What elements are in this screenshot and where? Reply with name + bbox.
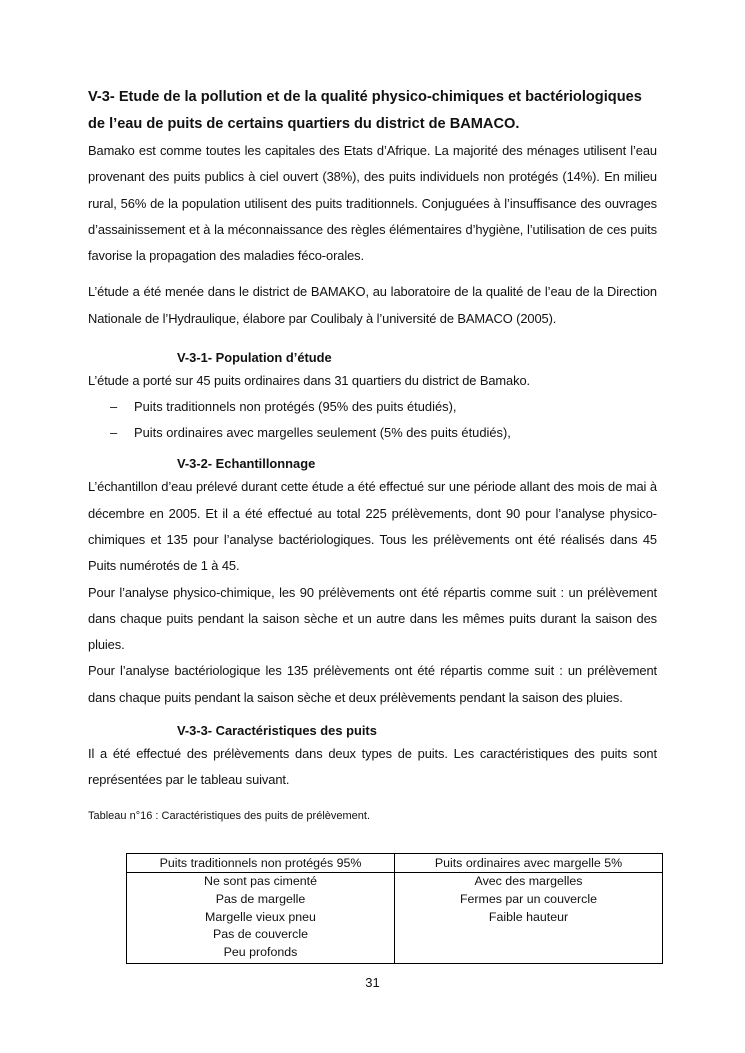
list-item (88, 394, 657, 420)
dash-bullet: – (110, 425, 118, 441)
study-paragraph: L’étude a été menée dans le district de BAMAKO, au laboratoire de la qualité de l’eau de la Direction Nationale de l’Hydraulique, élabore par Coulibaly à l’université de BAMACO (2005). (88, 284, 657, 326)
list-item (88, 420, 657, 446)
dash-bullet: – (110, 399, 118, 415)
cell-line: Ne sont pas cimenté (204, 874, 317, 888)
cell-line: Pas de margelle (215, 891, 306, 906)
cell-line: Peu profonds (223, 945, 298, 960)
sampling-paragraph-2: Pour l’analyse physico-chimique, les 90 prélèvements ont été répartis comme suit : un prélèvement dans chaque puits pendant la saison sèche et un autre dans les mêmes puits durant la saison des pluies. (88, 584, 657, 653)
intro-paragraph: Bamako est comme toutes les capitales des Etats d’Afrique. La majorité des ménages utilisent l’eau provenant des puits publics à ciel ouvert (38%), des puits individuels non protégés (14%). En milieu rural, 56% de la population utilisent des puits traditionnels. Conjuguées à l’insuffisance des ouvrages d’assainissement et à la méconnaissance des règles élémentaires d’hygiène, l’utilisation de ces puits favorise la propagation des maladies féco-orales. (88, 143, 657, 264)
section-heading: V-3- Etude de la pollution et de la qualité physico-chimiques et bactériologiques de l’eau de puits de certains quartiers du district de BAMACO. (88, 89, 642, 132)
cell-line: Pas de couvercle (212, 927, 309, 942)
characteristics-paragraph: Il a été effectué des prélèvements dans deux types de puits. Les caractéristiques des puits sont représentées par le tableau suivant. (88, 746, 657, 788)
population-subheading: V-3-1- Population d’étude (177, 350, 332, 366)
sampling-paragraph-1: L’échantillon d’eau prélevé durant cette étude a été effectué sur une période allant des mois de mai à décembre en 2005. Et il a été effectué au total 225 prélèvements, dont 90 pour l’analyse physico-chimiques et 135 pour l’analyse bactériologiques. Tous les prélèvements ont été réalisés dans 45 Puits numérotés de 1 à 45. (88, 479, 657, 574)
list-item-text: Puits ordinaires avec margelles seulement (5% des puits étudiés), (134, 425, 511, 441)
cell-line: Margelle vieux pneu (205, 909, 316, 924)
sampling-paragraph-3: Pour l’analyse bactériologique les 135 prélèvements ont été répartis comme suit : un prélèvement dans chaque puits pendant la saison sèche et deux prélèvements pendant la saison des pluies. (88, 663, 657, 705)
table-header-traditional: Puits traditionnels non protégés 95% (127, 854, 395, 873)
page-content (88, 84, 657, 824)
table-header-row (127, 854, 663, 873)
page-number: 31 (365, 975, 380, 990)
sampling-subheading: V-3-2- Echantillonnage (177, 456, 316, 472)
table-row (127, 873, 663, 964)
ordinary-characteristics-cell (395, 873, 663, 964)
cell-line: Faible hauteur (488, 909, 569, 924)
cell-line: Avec des margelles (474, 874, 583, 888)
wells-table (126, 853, 663, 964)
cell-line: Fermes par un couvercle (459, 891, 598, 906)
well-types-list (88, 394, 657, 446)
characteristics-subheading: V-3-3- Caractéristiques des puits (177, 723, 377, 739)
traditional-characteristics-cell (127, 873, 395, 964)
population-paragraph: L’étude a porté sur 45 puits ordinaires dans 31 quartiers du district de Bamako. (88, 373, 531, 389)
list-item-text: Puits traditionnels non protégés (95% des puits étudiés), (134, 399, 457, 415)
table-header-ordinary: Puits ordinaires avec margelle 5% (395, 854, 663, 873)
table-caption: Tableau n°16 : Caractéristiques des puits de prélèvement. (88, 809, 371, 822)
